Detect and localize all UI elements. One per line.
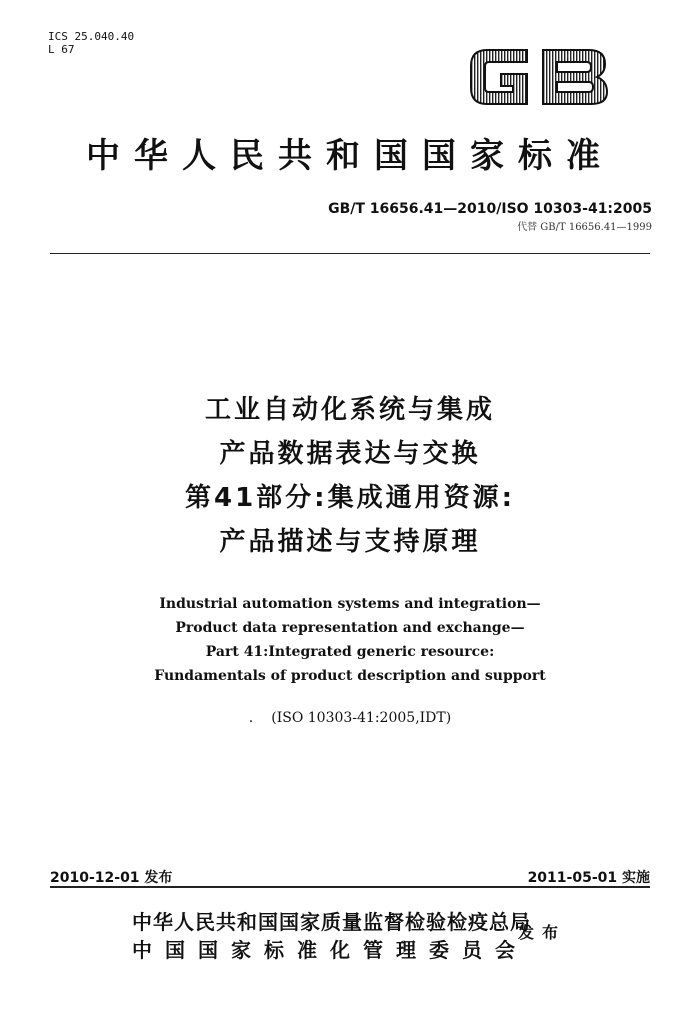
implementation-date: 2011-05-01 实施 [527,870,650,886]
title-en-line: Fundamentals of product description and support [154,668,546,684]
footer-divider [50,886,650,888]
iso-equivalence-text: (ISO 10303-41:2005,IDT) [271,710,452,726]
standard-name-zh: 中华人民共和国国家标准 [86,136,614,176]
gb-logo-icon [465,40,613,114]
publish-label: 发布 [518,923,567,942]
replaces-note: 代替 GB/T 16656.41—1999 [517,222,652,233]
title-zh-line: 工业自动化系统与集成 [204,395,495,425]
iso-equivalence [40,710,660,726]
title-zh-line: 产品描述与支持原理 [219,527,481,557]
stray-dot: . [248,710,254,726]
issuer-sac: 中国国家标准化管理委员会 [132,938,528,962]
title-zh-line: 产品数据表达与交换 [219,439,481,469]
standard-number: GB/T 16656.41—2010/ISO 10303-41:2005 [328,201,652,217]
title-en-line: Industrial automation systems and integration— [159,596,541,612]
title-en [40,592,660,688]
classification-codes [48,30,134,56]
title-en-line: Part 41:Integrated generic resource: [205,644,495,660]
title-zh [40,388,660,564]
header-divider [50,253,650,254]
ics-code: ICS 25.040.40 [48,30,135,43]
issue-date: 2010-12-01 发布 [50,870,173,886]
title-en-line: Product data representation and exchange— [175,620,525,636]
title-zh-line: 第41部分:集成通用资源: [185,483,515,513]
issuer-aqsiq: 中华人民共和国国家质量监督检验检疫总局 [132,910,531,934]
ccs-code: L 67 [48,43,75,56]
